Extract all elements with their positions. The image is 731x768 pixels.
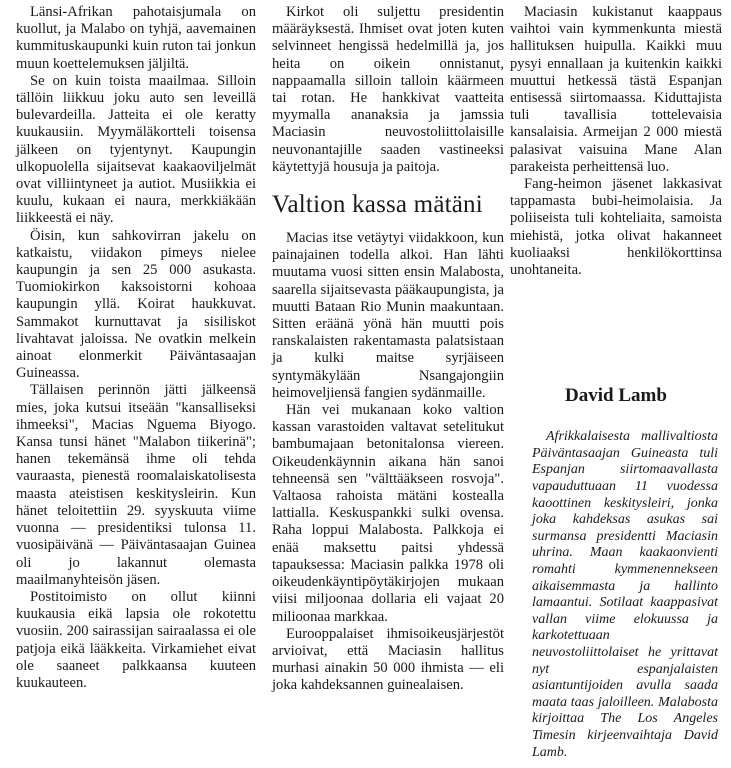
paragraph: Maciasin kukistanut kaappaus vaihtoi vain kymmenkunta miestä hallituksen huipulla. Kaikki muu pysyi ennallaan ja kuitenkin kaikki muuttui hetkessä tästä Espanjan entisessä siirtomaassa. Kiduttajista tuli tavallisia tottelevaisia kansalaisia. Armeijan 2 000 miestä palasivat vaisuina Mane Alan parakeista perheittensä luo. <box>510 4 722 175</box>
paragraph: Postitoimisto on ollut kiinni kuukausia eikä lapsia ole rokotettu vuosiin. 200 sairassijan sairaalassa ei ole patjoja eikä lääkkeita. Virkamiehet eivat ole saaneet palkkaansa kuuteen kuukauteen. <box>16 588 256 691</box>
author-note-text: Afrikkalaisesta mallivaltiosta Päiväntasaajan Guineasta tuli Espanjan siirtomaavallasta vapauduttuaan 11 vuodessa kaoottinen keskitysleiri, jonka joka kahdeksas asukas sai surmansa presidentti Maciasin uhrina. Maan kaakaonvienti romahti kymmenennekseen aikaisemmasta ja hallinto lamaantui. Sotilaat kaappasivat vallan viime elokuussa ja karkotettuaan neuvostoliittolaiset he yrittavat nyt espanjalaisten asiantuntijoiden avulla saada maata taas jaloilleen. Malabosta kirjoittaa The Los Angeles Timesin kirjeenvaihtaja David Lamb. <box>532 429 718 760</box>
article-column-1 <box>16 4 256 692</box>
paragraph: Kirkot oli suljettu presidentin määräyksestä. Ihmiset ovat joten kuten selvinneet hengissä hedelmillä ja, jos heita on oikein onnistanut, nappaamalla silloin talloin käärmeen tai rotan. He hankkivat vaatteita myymalla ananaksia ja jamssia Maciasin neuvostoliittolaisille neuvonantajille saaden vastineeksi käytettyjä housuja ja paitoja. <box>272 4 504 175</box>
paragraph: Länsi-Afrikan pahotaisjumala on kuollut, ja Malabo on tyhjä, aavemainen kummituskaupunki kuin ruton tai jonkun muun koettelemuksen jäljiltä. <box>16 4 256 72</box>
subheading: Valtion kassa mätäni <box>272 191 483 219</box>
article-column-2 <box>272 4 504 695</box>
paragraph: Se on kuin toista maailmaa. Silloin tällöin liikkuu joku auto sen leveillä bulevardeilla. Jatteita ei ole keratty kuukausiin. Myymäläkortteli toisensa jälkeen on tyjentynyt. Kaupungin ulkopuolella sijaitsevat kaakaoviljelmät ovat villiintyneet ja autiot. Musiikkia ei kuulu, kukaan ei naura, merkkiäkään liikkeestä ei näy. <box>16 72 256 227</box>
article-column-3 <box>510 4 722 761</box>
paragraph: Fang-heimon jäsenet lakkasivat tappamasta bubi-heimolaisia. Ja poliiseista tuli kohteliaita, samoista miehistä, jotka olivat hakanneet kuoliaaksi henkilökorttinsa unohtaneita. <box>510 176 722 279</box>
paragraph: Tällaisen perinnön jätti jälkeensä mies, joka kutsui itseään "kansalliseksi ihmeeksi", Macias Nguema Biyogo. Kansa tunsi hänet "Malabon tiikerinä"; hanen tekemänsä ihme oli tehda vauraasta, pienestä roomalaiskatolisesta maasta ateistisen keskitysleirin. Kun hänet teloitettiin 29. syyskuuta viime vuonna — presidentiksi tulonsa 11. vuosipäivänä — Päiväntasaajan Guinea oli jo lakannut olemasta maailmanyhteisön jäsen. <box>16 382 256 588</box>
paragraph: Öisin, kun sahkovirran jakelu on katkaistu, viidakon pimeys nielee kaupungin ja sen 25 000 asukasta. Tuomiokirkon kaksoistorni kohoaa kaupungin yllä. Koirat haukkuvat. Sammakot kurnuttavat ja sisiliskot livahtavat jaloissa. Ne ovatkin melkein ainoat elonmerkit Päiväntasaajan Guineassa. <box>16 227 256 382</box>
paragraph: Macias itse vetäytyi viidakkoon, kun painajainen todella alkoi. Han lähti muutama vuosi sitten ensin Malabosta, saarella sijaitsevasta pääkaupungista, ja muutti Bataan Rio Munin maakuntaan. Sitten eräänä yönä hän muutti pois ranskalaisten rakentamasta palatsistaan ja kulki maitse syrjäiseen syntymäkylään Nsangajongiin heimoveljiensä fangien sydänmaille. <box>272 230 504 401</box>
paragraph: Hän vei mukanaan koko valtion kassan varastoiden valtavat setelitukut bambumajaan betonitalonsa viereen. Oikeudenkäynnin aikana hän sanoi tehneensä sen "välttääkseen rosvoja". Valtaosa rahoista mätäni kostealla lattialla. Keskuspankki sulki ovensa. Raha loppui Malabosta. Palkkoja ei enää maksettu paitsi yhdessä tapauksessa: Maciasin palkka 1978 oli oikeudenkäyntipöytäkirjojen mukaan viisi miljoonaa dollaria eli vajaat 20 milioonaa markkaa. <box>272 402 504 625</box>
author-note <box>510 429 722 761</box>
paragraph: Eurooppalaiset ihmisoikeusjärjestöt arvioivat, että Maciasin hallitus murhasi ainakin 50 000 ihmista — eli joka kahdeksannen guinealaisen. <box>272 625 504 694</box>
byline: David Lamb <box>565 385 667 407</box>
